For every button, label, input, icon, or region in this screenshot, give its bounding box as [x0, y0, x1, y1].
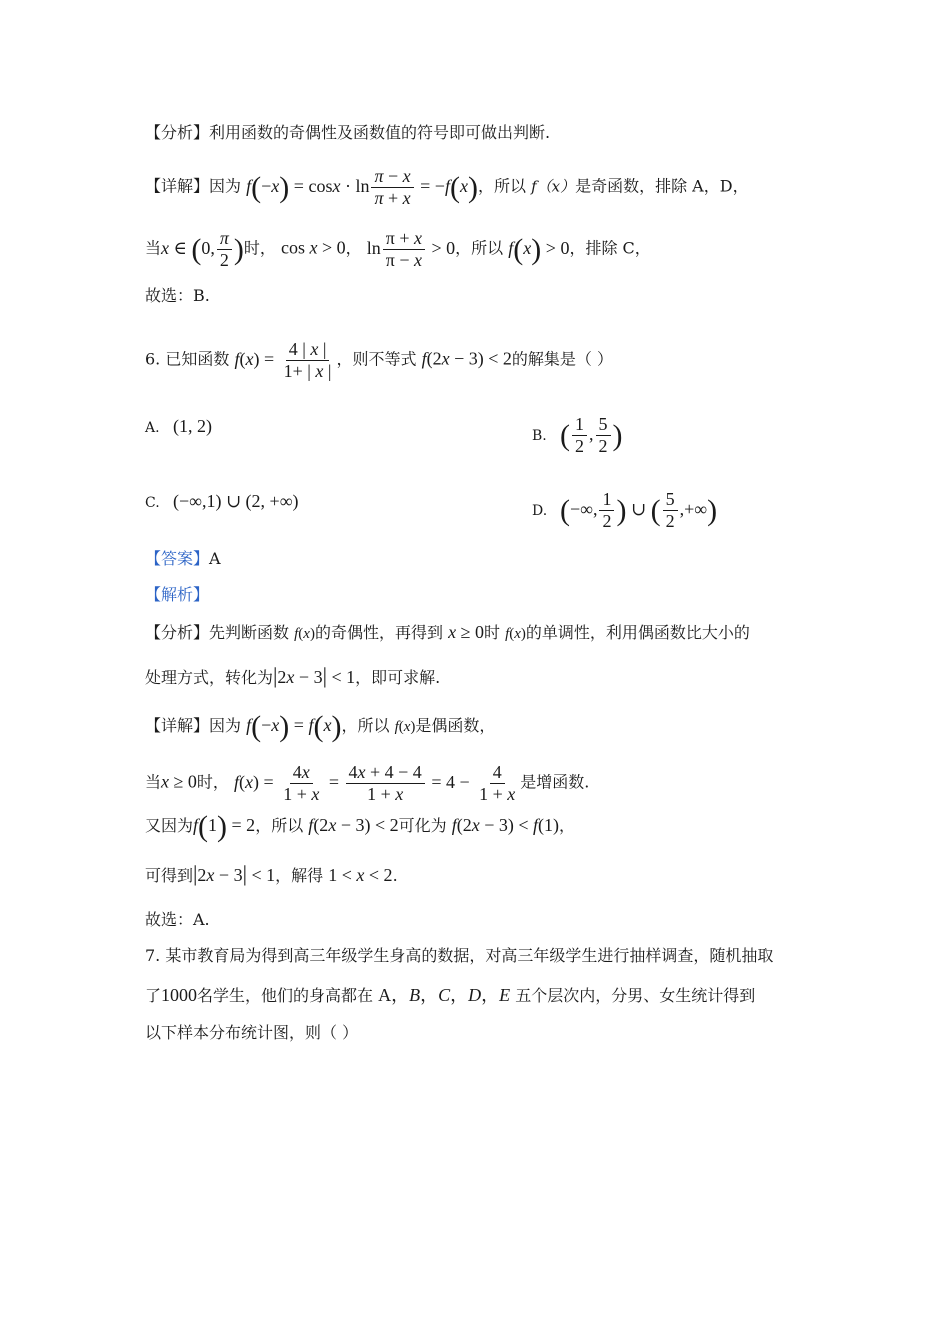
- choice-b[interactable]: B. ( $\frac{1}{2}$ , $\frac{5}{2}$ ): [532, 414, 623, 456]
- formula-odd: f(−x) = cosx · ln $\frac{\pi - x}{\pi + x}$ = −f(x): [246, 166, 478, 208]
- choice-c[interactable]: C. (−∞,1) ∪ (2, +∞): [145, 491, 299, 511]
- detail-2d: 可得到|2x − 3| < 1，解得 1 < x < 2.: [145, 861, 398, 886]
- detail-1: 【详解】因为 f(−x) = cosx · ln $\frac{\pi - x}{\pi + x}$ = −f(x)，所以 f（x）是奇函数，排除 A，D，: [145, 166, 749, 208]
- detail-2: 【详解】因为 f(−x) = f(x)，所以 f(x)是偶函数，: [145, 710, 496, 743]
- analysis-2-line2: 处理方式，转化为|2x − 3| < 1，即可求解.: [145, 663, 441, 688]
- question-6: 6. 已知函数 f(x) = $\frac{4 | x |}{1+ | x |}$ ，则不等式 f(2x − 3) < 2的解集是（ ）: [145, 339, 614, 381]
- jiexi-heading: 【解析】: [145, 585, 210, 604]
- detail-2c: 又因为f(1) = 2，所以 f(2x − 3) < 2可化为 f(2x − 3) < f(1)，: [145, 810, 576, 843]
- formula-function: f(x) = $\frac{4 | x |}{1+ | x |}$: [234, 339, 332, 381]
- analysis-text: 利用函数的奇偶性及函数值的符号即可做出判断.: [209, 123, 551, 142]
- analysis-1: [145, 121, 550, 145]
- formula-interval: x ∈ (0, $\frac{\pi}{2}$ ): [161, 228, 244, 270]
- question-7-line3: 以下样本分布统计图，则（ ）: [145, 1023, 359, 1042]
- formula-monotone: f(x) = $\frac{4x}{1 + x}$ = $\frac{4x + 4 - 4}{1 + x}$ = 4 − $\frac{4}{1 + x}$: [234, 762, 516, 804]
- choice-d[interactable]: D. (−∞, $\frac{1}{2}$ ) ∪ ( $\frac{5}{2}$ ,+∞): [532, 489, 718, 531]
- conclusion-1: 故选：B.: [145, 286, 210, 305]
- detail-2b: 当x ≥ 0时， f(x) = $\frac{4x}{1 + x}$ = $\frac{4x + 4 - 4}{1 + x}$ = 4 − $\frac{4}{1 + x}$ 是增函数.: [145, 762, 590, 804]
- detail-tag: 【详解】: [145, 176, 210, 196]
- question-7-line2: 了1000名学生，他们的身高都在 A，B，C，D，E 五个层次内，分男、女生统计得到: [145, 985, 756, 1005]
- question-7-line1: 7. 某市教育局为得到高三年级学生身高的数据，对高三年级学生进行抽样调查，随机抽取: [145, 946, 774, 965]
- choice-a[interactable]: A. (1, 2): [145, 416, 212, 436]
- formula-cos: cos x > 0: [280, 237, 346, 258]
- formula-ln: ln $\frac{\pi + x}{\pi - x}$ > 0: [366, 228, 456, 270]
- formula-positive: f(x) > 0: [508, 232, 570, 266]
- detail-1b: 当x ∈ (0, $\frac{\pi}{2}$ )时， cos x > 0， ln $\frac{\pi + x}{\pi - x}$ > 0，所以 f(x) > 0，排除 C，: [145, 228, 651, 270]
- analysis-tag: 【分析】: [145, 123, 210, 142]
- answer: 【答案】A: [145, 549, 221, 568]
- formula-inequality: f(2x − 3) < 2: [421, 348, 512, 369]
- analysis-2: 【分析】先判断函数 f(x)的奇偶性，再得到 x ≥ 0时 f(x)的单调性，利用偶函数比大小的: [145, 622, 750, 642]
- conclusion-2: 故选：A.: [145, 910, 210, 929]
- detail-text: 因为: [209, 176, 242, 196]
